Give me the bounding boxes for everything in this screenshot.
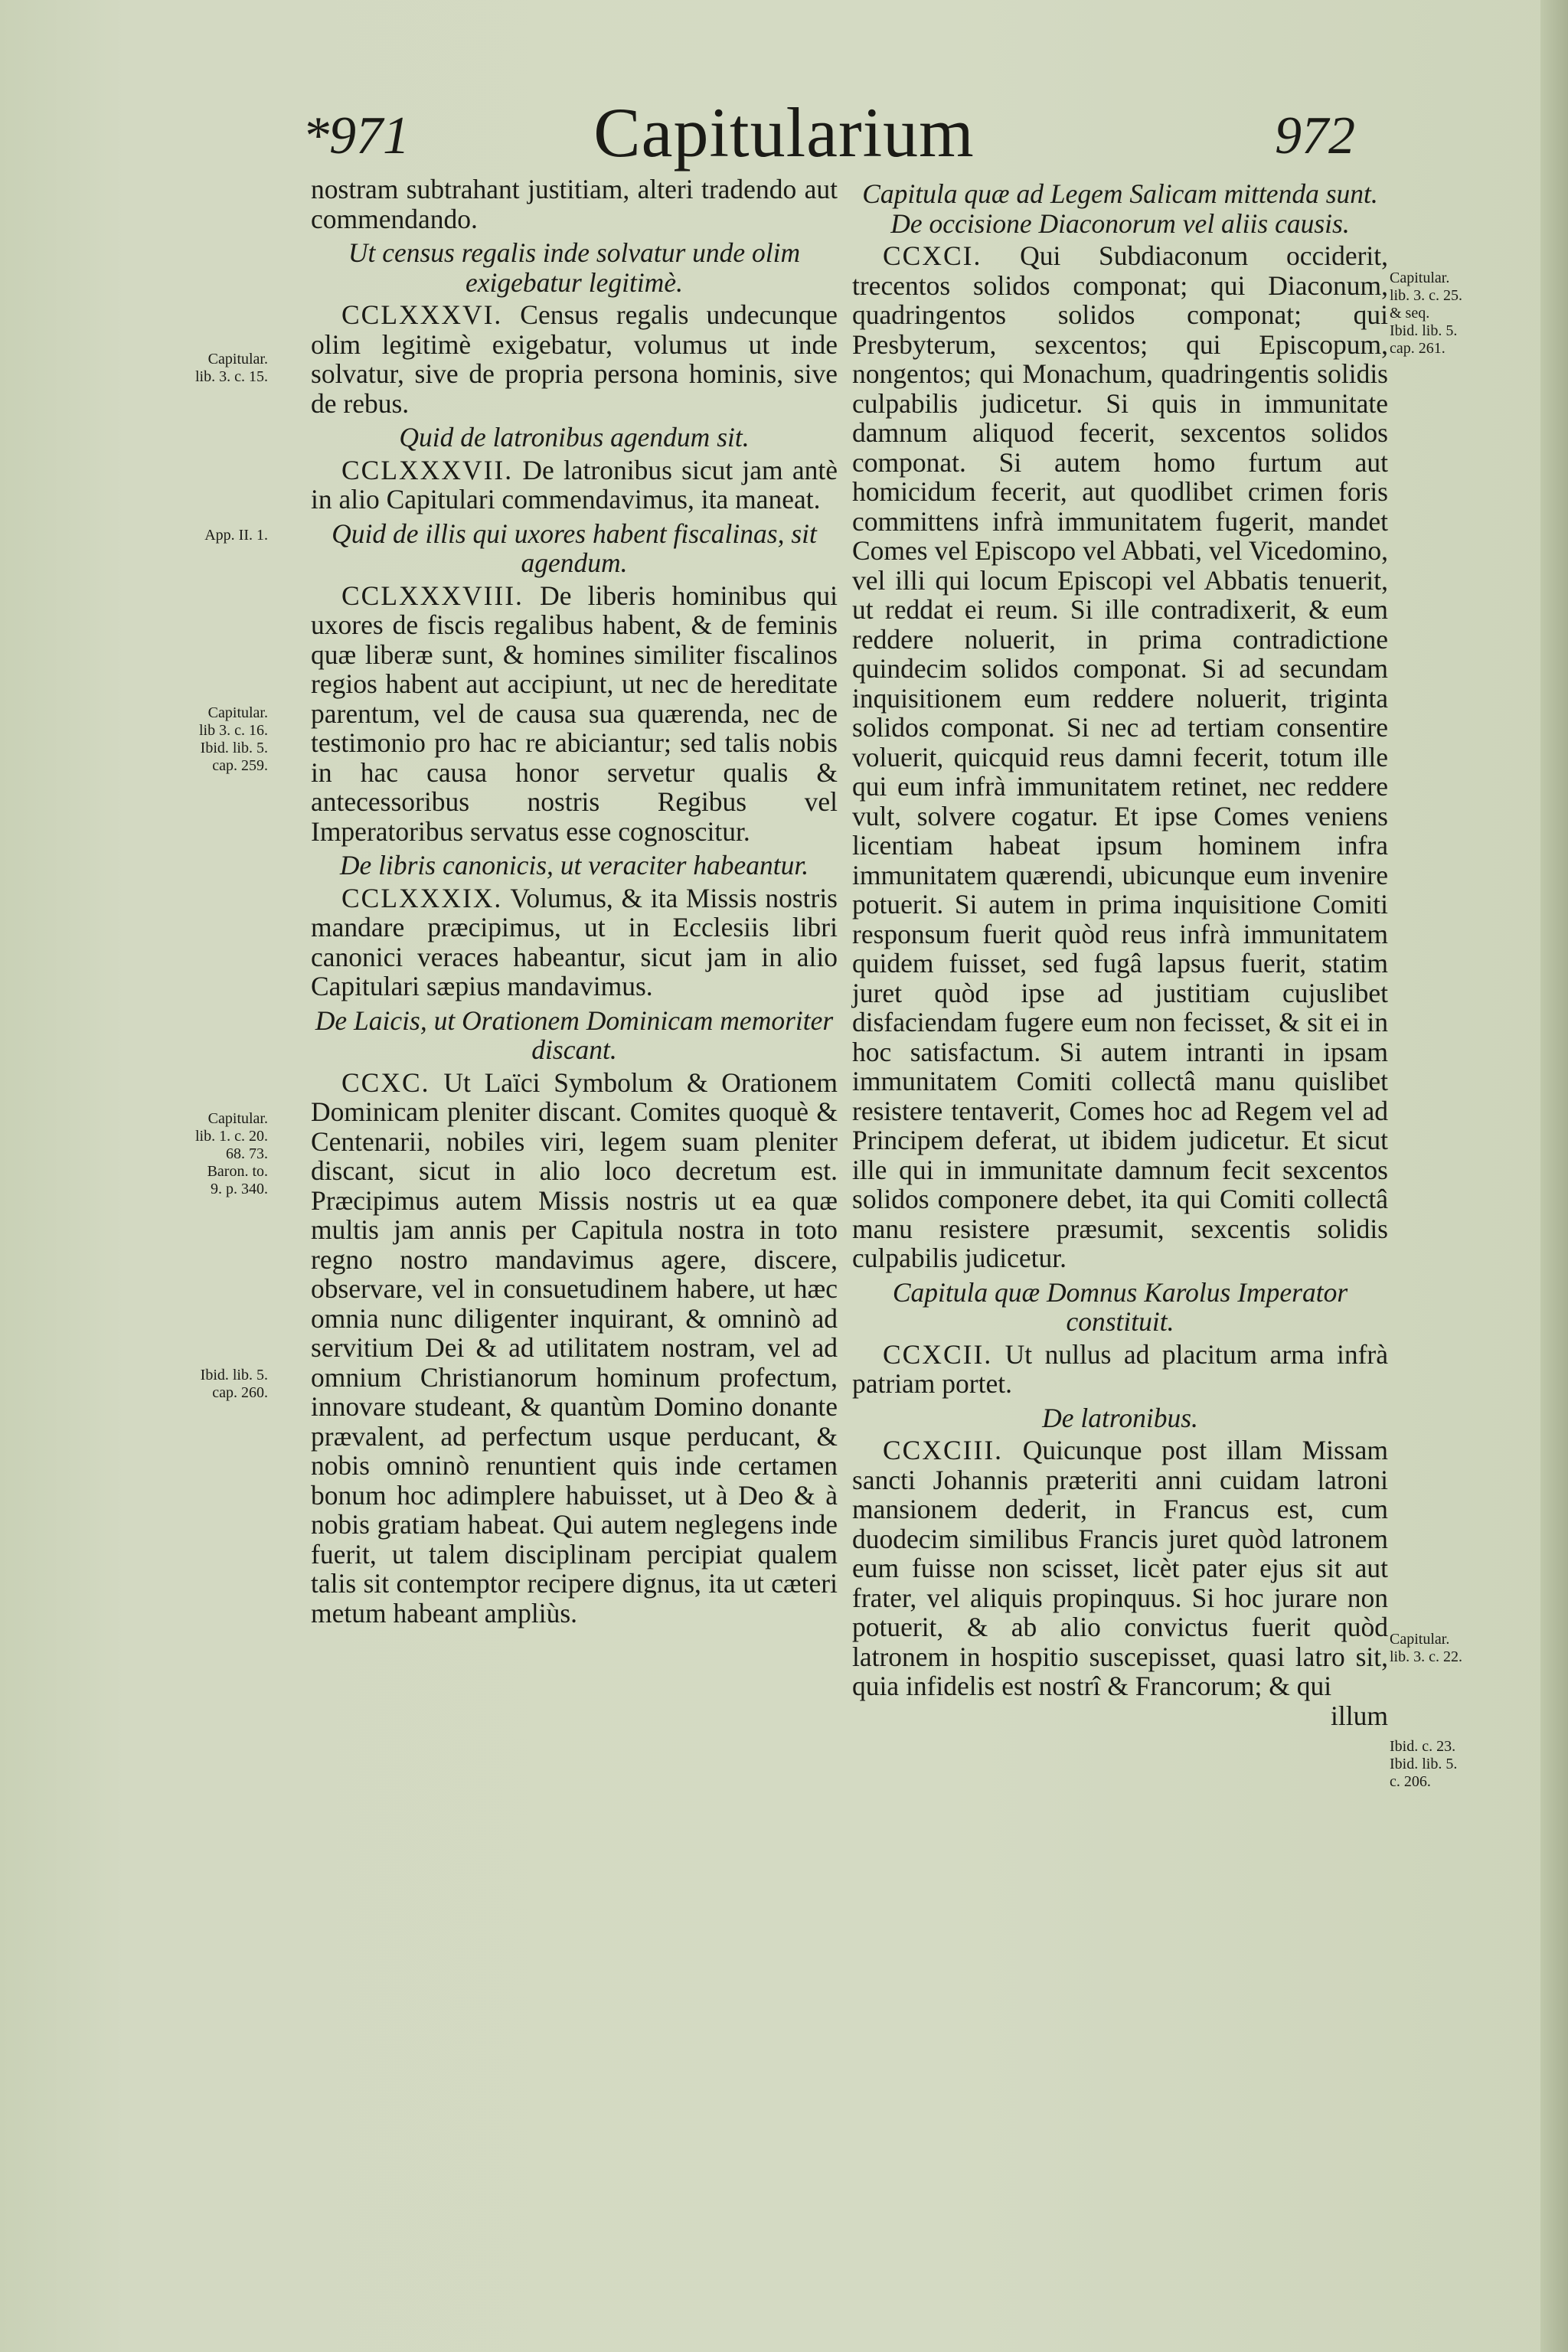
paragraph-number: CCLXXXVI. [341, 299, 503, 330]
numbered-paragraph [311, 1068, 838, 1628]
paragraph-number: CCXCIII. [883, 1435, 1004, 1465]
section-heading: Capitula quæ ad Legem Salicam mittenda sunt. De occisione Diaconorum vel aliis causis. [862, 178, 1378, 239]
right-column [852, 175, 1388, 1730]
paragraph-text: Quicunque post illam Missam sancti Johannis præteriti anni cuidam latroni mansionem dederit, in Francus est, cum duodecim similibus Francis juret quòd latronem eum fuisse non scisset, licèt pater ejus sit aut frater, vel aliquis propinquus. Si hoc jurare non potuerit, & ab alio convictus fuerit quòd latronem in hospitio suscepisset, quasi latro sit, quia infidelis est nostrî & Francorum; & qui [852, 1435, 1388, 1701]
numbered-paragraph [852, 1436, 1388, 1701]
paragraph-text: De liberis hominibus qui uxores de fiscis regalibus habent, & de feminis quæ liberæ sunt, & homines similiter fiscalinos regios habent aut accipiunt, ut nec de hereditate parentum, vel de causa sua quærenda, nec de testimonio pro hac re abiciantur; sed talis nobis in hac causa honor servetur qualis & antecessoribus nostris Regibus vel Imperatoribus servatus esse cognoscitur. [311, 580, 838, 847]
paragraph-number: CCLXXXIX. [341, 882, 503, 913]
paragraph-text: Qui Subdiaconum occiderit, trecentos solidos componat; qui Diaconum, quadringentos solidos componat; qui Presbyterum, sexcentos; qui Episcopum, nongentos; qui Monachum, quadringentis solidis culpabilis judicetur. Si quis in immunitate damnum aliquod fecerit, sexcentos solidos componat. Si autem homo furtum aut homicidum fecerit, aut quodlibet crimen foris committens infrà immunitatem fugerit, mandet Comes vel Episcopo vel Abbati, vel Vicedomino, vel illi qui locum Episcopi vel Abbatis tenuerit, ut reddat ei reum. Si ille contradixerit, & eum reddere noluerit, in prima contradictione quindecim solidos componat. Si ad secundam inquisitionem eum reddere noluerit, triginta solidos componat. Si nec ad tertiam consentire voluerit, quicquid reus damni fecerit, totum ille qui eum infrà immunitatem retinet, nec reddere vult, solvere cogatur. Et ipse Comes veniens licentiam habeat ipsum hominem infra immunitatem quærendi, ubicunque eum invenire potuerit. Si autem in prima inquisitione Comiti responsum fuerit quòd reus infrà immunitatem quidem fuisset, sed fugâ lapsus fuerit, statim juret quòd ipse ad justitiam cujuslibet disfaciendam fugere eum non fecisset, & sit ei in hoc satisfactum. Si autem intranti in ipsam immunitatem Comiti collectâ manu quislibet resistere tentaverit, Comes hoc ad Regem vel ad Principem deferat, ut ibidem judicetur. Et sicut ille qui in immunitate damnum fecit sexcentos solidos componere debet, ita qui Comiti collectâ manu resistere præsumit, sexcentis solidis culpabilis judicetur. [852, 240, 1389, 1273]
margin-note: Capitular. lib. 3. c. 22. [1390, 1631, 1462, 1665]
paragraph-number: CCXCII. [883, 1338, 993, 1370]
section-heading: Quid de latronibus agendum sit. [399, 422, 750, 452]
margin-note: Ibid. lib. 5. cap. 260. [200, 1367, 268, 1401]
numbered-paragraph [311, 300, 838, 418]
page-header [0, 92, 1568, 176]
margin-note: Capitular. lib. 1. c. 20. 68. 73. Baron. to. 9. p. 340. [195, 1110, 268, 1197]
right-page-number: 972 [1275, 106, 1355, 165]
section-heading: De libris canonicis, ut veraciter habeantur. [339, 850, 809, 880]
numbered-paragraph [311, 884, 838, 1001]
section-heading: De latronibus. [1042, 1402, 1198, 1433]
section-heading: Ut census regalis inde solvatur unde olim exigebatur legitimè. [348, 237, 801, 298]
section-heading: De Laicis, ut Orationem Dominicam memoriter discant. [315, 1004, 834, 1065]
numbered-paragraph [311, 581, 838, 847]
paragraph-text: Ut nullus ad placitum arma infrà patriam portet. [852, 1338, 1388, 1399]
numbered-paragraph [852, 241, 1388, 1273]
left-column [311, 175, 838, 1628]
section-heading: Capitula quæ Domnus Karolus Imperator constituit. [892, 1276, 1348, 1337]
paragraph-number: CCXCI. [883, 240, 982, 271]
margin-note: App. II. 1. [204, 527, 268, 544]
margin-note: Ibid. c. 23. Ibid. lib. 5. c. 206. [1390, 1738, 1458, 1790]
margin-note: Capitular. lib. 3. c. 15. [195, 351, 268, 385]
paragraph-number: CCLXXXVIII. [341, 580, 524, 611]
numbered-paragraph [311, 456, 838, 514]
paragraph: nostram subtrahant justitiam, alteri tradendo aut commendando. [311, 174, 838, 234]
left-page-number: *971 [302, 106, 410, 165]
paragraph-number: CCLXXXVII. [341, 454, 514, 485]
page-edge [1540, 0, 1568, 2352]
paragraph-text: Ut Laïci Symbolum & Orationem Dominicam pleniter discant. Comites quoquè & Centenarii, nobiles viri, legem suam pleniter discant, sicut in alio loco decretum est. Præcipimus autem Missis nostris ut ea quæ multis jam annis per Capitula nostra in toto regno nostro mandavimus agere, discere, observare, vel in consuetudinem habere, ut hæc omnia nunc diligenter inquirant, & omninò ad servitium Dei & ad utilitatem nostram, vel ad omnium Christianorum hominum profectum, innovare studeant, & quantùm Domino donante prævalent, ad perfectum usque perducant, & nobis omninò renuntient quis inde certamen bonum hoc adimplere habuisset, ut à Deo & à nobis gratiam habeat. Qui autem neglegens inde fuerit, ut talem disciplinam percipiat qualem talis sit contemptor recipere dignus, ita ut cæteri metum habeant ampliùs. [311, 1067, 838, 1628]
running-title: Capitularium [593, 93, 975, 172]
paragraph-text: De latronibus sicut jam antè in alio Capitulari commendavimus, ita maneat. [311, 454, 838, 514]
catchword: illum [1331, 1700, 1388, 1731]
paragraph-number: CCXC. [341, 1067, 430, 1098]
margin-note: Capitular. lib 3. c. 16. Ibid. lib. 5. cap. 259. [199, 704, 268, 774]
paragraph-text: Volumus, & ita Missis nostris mandare præcipimus, ut in Ecclesiis libri canonici veraces habeantur, sicut jam in alio Capitulari sæpius mandavimus. [311, 882, 838, 1001]
margin-note: Capitular. lib. 3. c. 25. & seq. Ibid. lib. 5. cap. 261. [1390, 270, 1462, 357]
paragraph-text: Census regalis undecunque olim legitimè exigebatur, volumus ut inde solvatur, sive de propria persona hominis, sive de rebus. [311, 299, 838, 419]
numbered-paragraph [852, 1340, 1388, 1399]
section-heading: Quid de illis qui uxores habent fiscalinas, sit agendum. [332, 518, 817, 578]
